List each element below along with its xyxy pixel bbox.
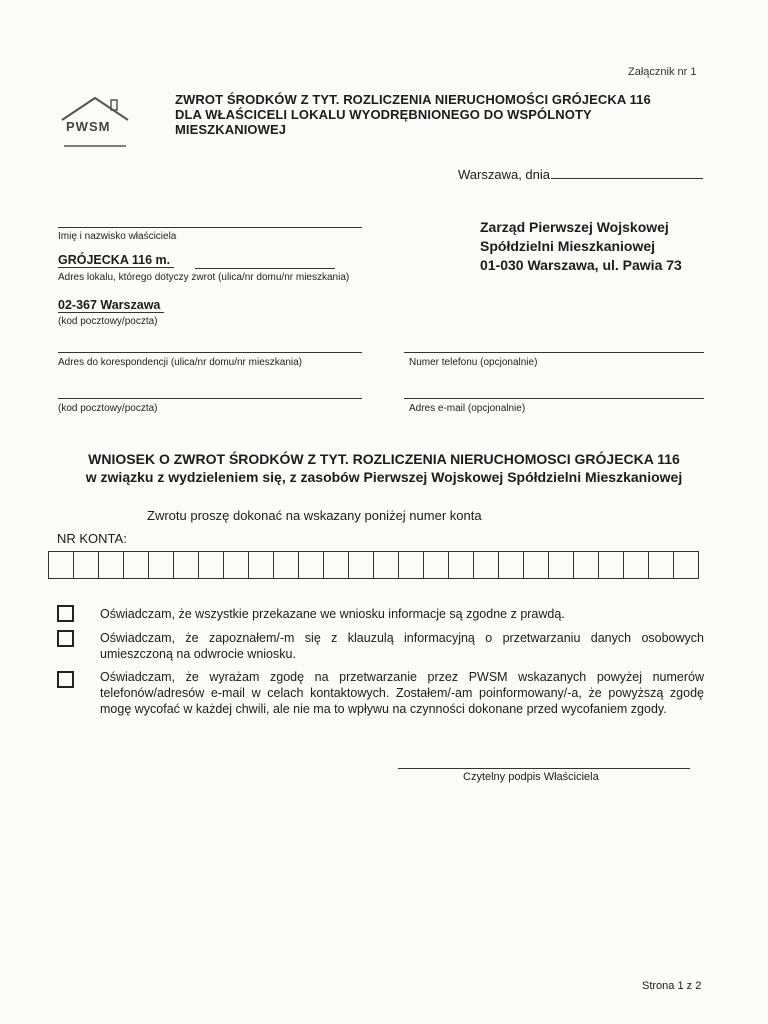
owner-name-label: Imię i nazwisko właściciela bbox=[58, 231, 177, 242]
account-digit-box[interactable] bbox=[674, 552, 698, 578]
postal-text: 02-367 Warszawa bbox=[58, 298, 164, 313]
statement-1-checkbox[interactable] bbox=[57, 605, 74, 622]
account-digit-box[interactable] bbox=[349, 552, 374, 578]
account-digit-box[interactable] bbox=[499, 552, 524, 578]
recipient-line: 01-030 Warszawa, ul. Pawia 73 bbox=[480, 257, 682, 273]
account-digit-box[interactable] bbox=[474, 552, 499, 578]
account-digit-box[interactable] bbox=[99, 552, 124, 578]
account-digit-box[interactable] bbox=[424, 552, 449, 578]
owner-name-line[interactable] bbox=[58, 227, 362, 228]
email-label: Adres e-mail (opcjonalnie) bbox=[409, 403, 526, 414]
account-digit-box[interactable] bbox=[649, 552, 674, 578]
account-digit-box[interactable] bbox=[599, 552, 624, 578]
account-digit-box[interactable] bbox=[174, 552, 199, 578]
date-input-line[interactable] bbox=[551, 167, 703, 179]
account-digit-box[interactable] bbox=[199, 552, 224, 578]
correspondence-postal-label: (kod pocztowy/poczta) bbox=[58, 403, 158, 414]
header-title-line: ZWROT ŚRODKÓW Z TYT. ROZLICZENIA NIERUCHOMOŚCI GRÓJECKA 116 bbox=[175, 92, 651, 107]
account-digit-box[interactable] bbox=[374, 552, 399, 578]
account-digit-box[interactable] bbox=[524, 552, 549, 578]
phone-line[interactable] bbox=[404, 352, 704, 353]
account-digit-box[interactable] bbox=[549, 552, 574, 578]
unit-number-line[interactable] bbox=[195, 268, 335, 269]
page-number: Strona 1 z 2 bbox=[642, 980, 702, 992]
account-digit-box[interactable] bbox=[624, 552, 649, 578]
application-title: WNIOSEK O ZWROT ŚRODKÓW Z TYT. ROZLICZENIA NIERUCHOMOSCI GRÓJECKA 116 bbox=[88, 451, 680, 467]
account-instruction: Zwrotu proszę dokonać na wskazany poniżej numer konta bbox=[147, 508, 482, 523]
application-subtitle: w związku z wydzieleniem się, z zasobów Pierwszej Wojskowej Spółdzielni Mieszkaniowej bbox=[85, 469, 683, 485]
correspondence-postal-line[interactable] bbox=[58, 398, 362, 399]
header-title-line: DLA WŁAŚCICELI LOKALU WYODRĘBNIONEGO DO WSPÓLNOTY bbox=[175, 107, 592, 122]
account-digit-box[interactable] bbox=[74, 552, 99, 578]
account-digit-box[interactable] bbox=[274, 552, 299, 578]
unit-address-value[interactable] bbox=[58, 253, 174, 267]
postal-label: (kod pocztowy/poczta) bbox=[58, 316, 158, 327]
account-digit-box[interactable] bbox=[49, 552, 74, 578]
statement-3-text: Oświadczam, że wyrażam zgodę na przetwarzanie przez PWSM wskazanych powyżej numerów telefonów/adresów e-mail w celach kontaktowych. Zostałem/-am poinformowany/-a, że powyższą zgodę mogę wycofać w każdej chwili, ale nie ma to wpływu na czynności dokonane przed wycofaniem zgody. bbox=[100, 670, 704, 716]
account-number-grid[interactable] bbox=[48, 551, 699, 579]
phone-label: Numer telefonu (opcjonalnie) bbox=[409, 357, 538, 368]
recipient-address bbox=[480, 218, 682, 275]
recipient-line: Spółdzielni Mieszkaniowej bbox=[480, 238, 656, 254]
account-digit-box[interactable] bbox=[399, 552, 424, 578]
date-label: Warszawa, dnia bbox=[458, 167, 550, 182]
email-line[interactable] bbox=[404, 398, 704, 399]
recipient-line: Zarząd Pierwszej Wojskowej bbox=[480, 219, 669, 235]
unit-address-label: Adres lokalu, którego dotyczy zwrot (ulica/nr domu/nr mieszkania) bbox=[58, 272, 350, 283]
account-digit-box[interactable] bbox=[574, 552, 599, 578]
account-digit-box[interactable] bbox=[224, 552, 249, 578]
statement-2-text: Oświadczam, że zapoznałem/-m się z klauzulą informacyjną o przetwarzaniu danych osobowych umieszczoną na odwrocie wniosku. bbox=[100, 631, 704, 661]
correspondence-line[interactable] bbox=[58, 352, 362, 353]
account-digit-box[interactable] bbox=[449, 552, 474, 578]
statement-3-checkbox[interactable] bbox=[57, 671, 74, 688]
unit-address-text: GRÓJECKA 116 m. bbox=[58, 253, 174, 268]
account-digit-box[interactable] bbox=[324, 552, 349, 578]
statement-1-text: Oświadczam, że wszystkie przekazane we wniosku informacje są zgodne z prawdą. bbox=[100, 607, 565, 621]
annex-label: Załącznik nr 1 bbox=[628, 66, 697, 78]
account-digit-box[interactable] bbox=[299, 552, 324, 578]
account-digit-box[interactable] bbox=[149, 552, 174, 578]
date-field[interactable] bbox=[458, 167, 703, 182]
account-label: NR KONTA: bbox=[57, 531, 127, 546]
correspondence-label: Adres do korespondencji (ulica/nr domu/nr mieszkania) bbox=[58, 357, 303, 368]
signature-line[interactable] bbox=[398, 768, 690, 769]
logo-text: PWSM bbox=[66, 119, 111, 134]
postal-value[interactable] bbox=[58, 298, 164, 312]
header-title bbox=[175, 92, 695, 137]
statement-2-checkbox[interactable] bbox=[57, 630, 74, 647]
signature-label: Czytelny podpis Właściciela bbox=[463, 771, 599, 783]
account-digit-box[interactable] bbox=[249, 552, 274, 578]
account-digit-box[interactable] bbox=[124, 552, 149, 578]
header-title-line: MIESZKANIOWEJ bbox=[175, 122, 287, 137]
